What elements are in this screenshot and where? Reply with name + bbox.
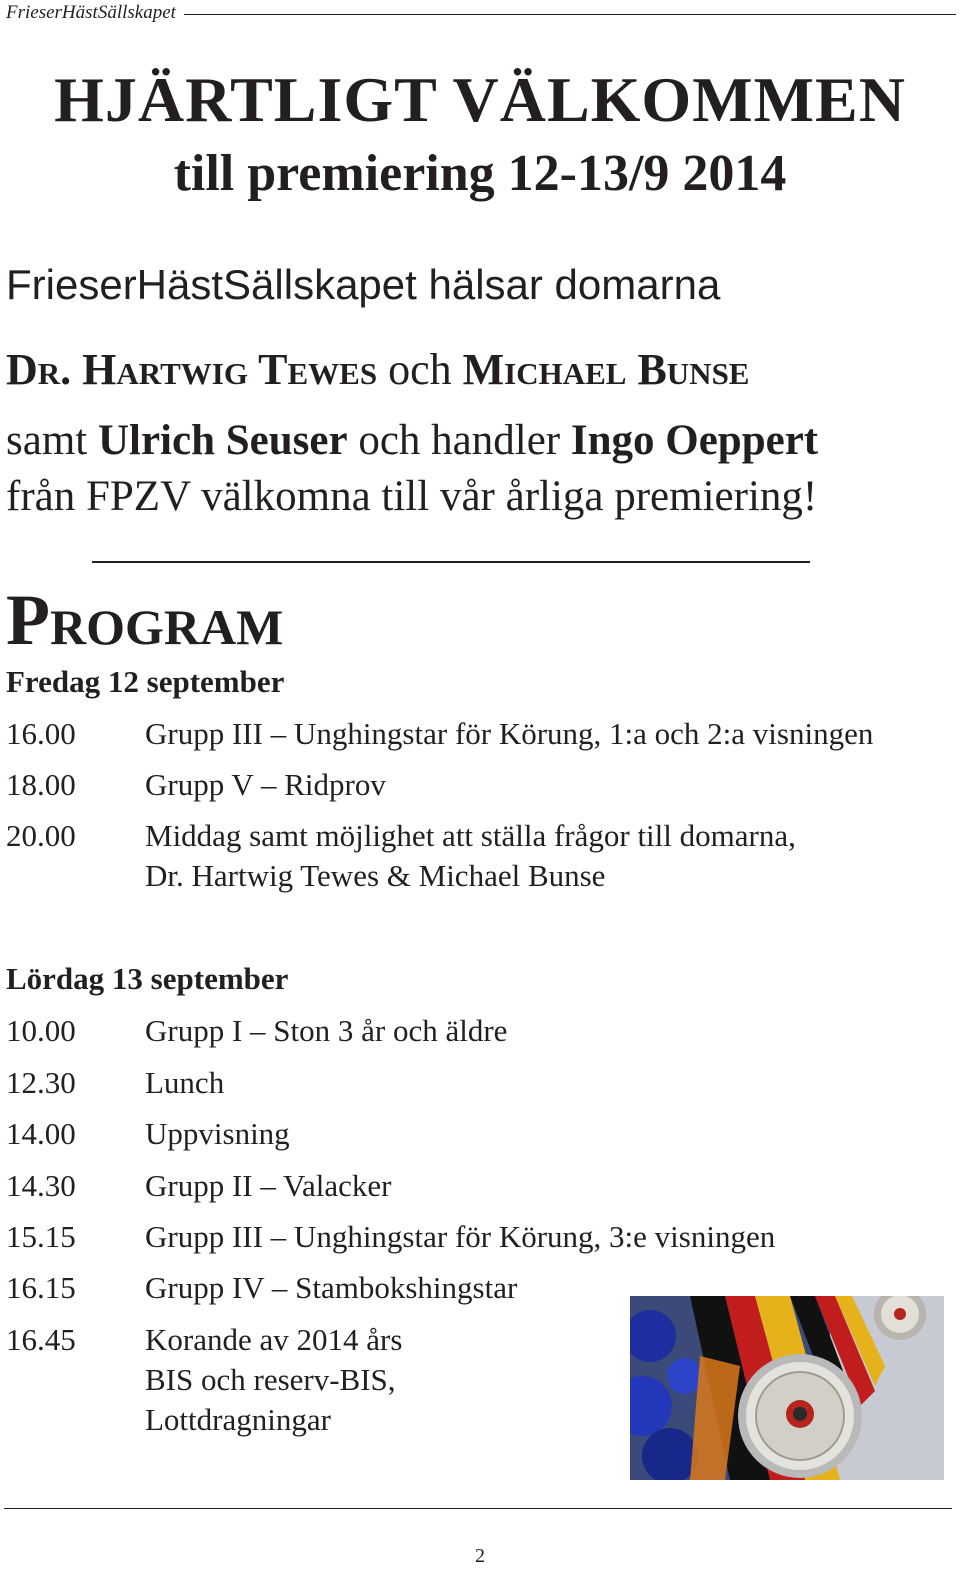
schedule-event: Grupp III – Unghingstar för Körung, 3:e visningen bbox=[145, 1219, 776, 1254]
day-label-saturday: Lördag 13 september bbox=[6, 961, 289, 996]
schedule-time: 16.15 bbox=[6, 1270, 76, 1305]
schedule-event: Middag samt möjlighet att ställa frågor till domarna, bbox=[145, 818, 796, 853]
schedule-time: 16.45 bbox=[6, 1322, 76, 1357]
schedule-time: 12.30 bbox=[6, 1065, 76, 1100]
schedule-event: Uppvisning bbox=[145, 1116, 290, 1151]
schedule-event: Lunch bbox=[145, 1065, 225, 1100]
schedule-event: Grupp III – Unghingstar för Körung, 1:a och 2:a visningen bbox=[145, 716, 874, 751]
schedule-event: Grupp II – Valacker bbox=[145, 1168, 392, 1203]
schedule-time: 16.00 bbox=[6, 716, 76, 751]
running-header bbox=[6, 2, 956, 24]
schedule-event: Grupp V – Ridprov bbox=[145, 767, 386, 802]
schedule-event: Grupp I – Ston 3 år och äldre bbox=[145, 1013, 508, 1048]
header-brand: FrieserHästSällskapet bbox=[6, 2, 176, 23]
welcome-line: från FPZV välkomna till vår årliga premiering! bbox=[6, 473, 818, 520]
judges-conj: och bbox=[388, 345, 452, 394]
header-rule bbox=[184, 14, 956, 15]
judge-2: Michael Bunse bbox=[462, 345, 750, 394]
schedule-time: 20.00 bbox=[6, 818, 76, 853]
guests-handler: och handler bbox=[358, 417, 561, 464]
page-subtitle: till premiering 12-13/9 2014 bbox=[173, 145, 787, 202]
guest-2: Ingo Oeppert bbox=[570, 417, 819, 464]
judges-line bbox=[6, 340, 749, 400]
footer-rule bbox=[4, 1508, 952, 1509]
schedule-event: Grupp IV – Stambokshingstar bbox=[145, 1270, 518, 1305]
schedule-time: 14.30 bbox=[6, 1168, 76, 1203]
schedule-event: Korande av 2014 års bbox=[145, 1322, 403, 1357]
section-divider bbox=[92, 561, 810, 563]
day-label-friday: Fredag 12 september bbox=[6, 664, 285, 699]
medal-ribbons-photo bbox=[630, 1296, 944, 1480]
schedule-time: 14.00 bbox=[6, 1116, 76, 1151]
greeting-line: FrieserHästSällskapet hälsar domarna bbox=[6, 261, 721, 308]
guests-line bbox=[6, 414, 818, 468]
schedule-event-line2: Dr. Hartwig Tewes & Michael Bunse bbox=[145, 858, 606, 893]
judge-1: Dr. Hartwig Tewes bbox=[6, 345, 378, 394]
guest-1: Ulrich Seuser bbox=[97, 417, 348, 464]
guests-samt: samt bbox=[6, 417, 88, 464]
program-heading: Program bbox=[6, 580, 284, 660]
schedule-event-line2: BIS och reserv-BIS, bbox=[145, 1362, 396, 1397]
page-number: 2 bbox=[475, 1545, 485, 1567]
schedule-time: 15.15 bbox=[6, 1219, 76, 1254]
schedule-time: 10.00 bbox=[6, 1013, 76, 1048]
schedule-event-line3: Lottdragningar bbox=[145, 1402, 331, 1437]
schedule-time: 18.00 bbox=[6, 767, 76, 802]
page-title: HJÄRTLIGT VÄLKOMMEN bbox=[54, 64, 906, 135]
